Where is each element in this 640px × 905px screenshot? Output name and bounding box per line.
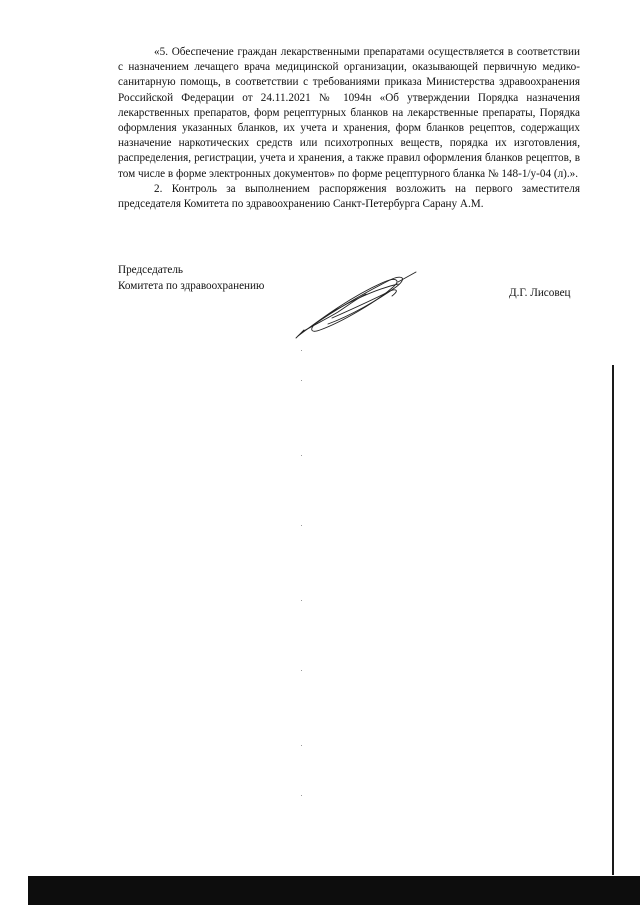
- position-line-1: Председатель: [118, 264, 184, 276]
- signer-name: Д.Г. Лисовец: [509, 287, 571, 299]
- handwritten-signature: [292, 268, 422, 340]
- scan-artifact-dots: [300, 350, 304, 820]
- signatory-position: [118, 263, 264, 294]
- scan-edge-line: [612, 365, 614, 875]
- paragraph-control: 2. Контроль за выполнением распоряжения возложить на первого заместителя председателя Комитета по здравоохранению Санкт-Петербурга Сарану А.М.: [118, 182, 580, 211]
- position-line-2: Комитета по здравоохранению: [118, 279, 265, 292]
- paragraph-item-5: «5. Обеспечение граждан лекарственными препаратами осуществляется в соответствии с назначением лечащего врача медицинской организации, оказывающей первичную медико-санитарную помощь, в соответствии с требованиями приказа Министерства здравоохранения Российской Федерации от 24.11.2021 № 1094н «Об утверждении Порядка назначения лекарственных препаратов, форм рецептурных бланков на лекарственные препараты, Порядка оформления указанных бланков, их учета и хранения, форм бланков рецептов, содержащих назначение наркотических средств или психотропных веществ, порядка их изготовления, распределения, регистрации, учета и хранения, а также правил оформления бланков рецептов, в том числе в форме электронных документов» по форме рецептурного бланка № 148-1/у-04 (л).».: [118, 46, 580, 180]
- scan-bottom-border: [28, 876, 640, 905]
- document-body: [118, 45, 580, 212]
